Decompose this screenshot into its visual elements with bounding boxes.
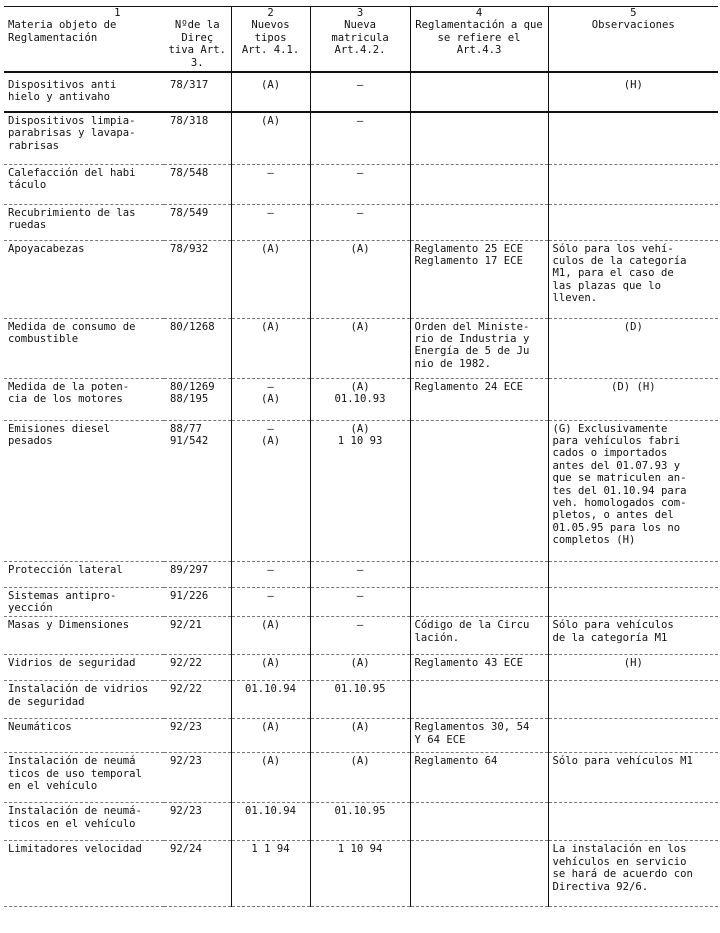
table-row (4, 681, 718, 719)
cell-reglamentacion: Reglamento 43 ECE (410, 655, 548, 681)
cell-observaciones: Sólo para los vehí- culos de la categoría M1, para el caso de las plazas que lo lleven. (548, 240, 718, 318)
cell-observaciones (548, 681, 718, 719)
cell-observaciones (548, 164, 718, 204)
cell-nuevos-tipos: – (A) (231, 420, 310, 561)
cell-reglamentacion (410, 204, 548, 240)
cell-observaciones (548, 803, 718, 841)
cell-observaciones (548, 587, 718, 617)
cell-nueva-matricula: (A) (310, 753, 410, 803)
cell-nuevos-tipos: (A) (231, 72, 310, 112)
cell-nueva-matricula: – (310, 587, 410, 617)
table-row (4, 655, 718, 681)
cell-directiva: 80/1269 88/195 (164, 378, 231, 420)
cell-materia: Limitadores velocidad (4, 841, 164, 907)
header-directiva: Nºde la Direç tiva Art. 3. (164, 19, 231, 72)
cell-materia: Recubrimiento de las ruedas (4, 204, 164, 240)
cell-nuevos-tipos: (A) (231, 617, 310, 655)
cell-nueva-matricula: – (310, 561, 410, 587)
cell-directiva: 80/1268 (164, 318, 231, 378)
cell-reglamentacion: Orden del Ministe- rio de Industria y Energía de 5 de Ju nio de 1982. (410, 318, 548, 378)
table-row (4, 318, 718, 378)
table-row (4, 204, 718, 240)
cell-reglamentacion (410, 112, 548, 164)
cell-reglamentacion: Reglamento 64 (410, 753, 548, 803)
cell-nueva-matricula: – (310, 112, 410, 164)
cell-nueva-matricula: 01.10.95 (310, 681, 410, 719)
cell-materia: Sistemas antipro- yección (4, 587, 164, 617)
cell-materia: Dispositivos anti hielo y antivaho (4, 72, 164, 112)
table-row (4, 587, 718, 617)
column-number-5: 5 (548, 7, 718, 20)
cell-materia: Neumáticos (4, 719, 164, 753)
cell-nueva-matricula: (A) (310, 655, 410, 681)
cell-directiva: 88/77 91/542 (164, 420, 231, 561)
cell-nuevos-tipos: 01.10.94 (231, 803, 310, 841)
cell-materia: Protección lateral (4, 561, 164, 587)
cell-directiva: 92/24 (164, 841, 231, 907)
cell-nuevos-tipos: 1 1 94 (231, 841, 310, 907)
cell-observaciones (548, 204, 718, 240)
table-row (4, 561, 718, 587)
cell-directiva: 78/932 (164, 240, 231, 318)
regulation-table-page (4, 6, 718, 907)
header-materia: Materia objeto de Reglamentación (4, 19, 164, 72)
column-number-3: 3 (310, 7, 410, 20)
cell-reglamentacion (410, 164, 548, 204)
cell-directiva: 91/226 (164, 587, 231, 617)
cell-reglamentacion (410, 803, 548, 841)
cell-directiva: 78/548 (164, 164, 231, 204)
cell-nuevos-tipos: – (A) (231, 378, 310, 420)
cell-nueva-matricula: – (310, 617, 410, 655)
cell-nueva-matricula: (A) 1 10 93 (310, 420, 410, 561)
cell-observaciones (548, 561, 718, 587)
cell-reglamentacion: Código de la Circu lación. (410, 617, 548, 655)
cell-materia: Dispositivos limpia- parabrisas y lavapa- rabrisas (4, 112, 164, 164)
cell-observaciones: Sólo para vehículos de la categoría M1 (548, 617, 718, 655)
cell-directiva: 78/317 (164, 72, 231, 112)
cell-nuevos-tipos: 01.10.94 (231, 681, 310, 719)
cell-nuevos-tipos: – (231, 164, 310, 204)
cell-observaciones: (H) (548, 655, 718, 681)
column-number-1: 1 (114, 7, 121, 19)
cell-directiva: 78/318 (164, 112, 231, 164)
cell-observaciones (548, 719, 718, 753)
cell-directiva: 78/549 (164, 204, 231, 240)
cell-materia: Masas y Dimensiones (4, 617, 164, 655)
cell-materia: Medida de consumo de combustible (4, 318, 164, 378)
cell-reglamentacion (410, 420, 548, 561)
cell-reglamentacion (410, 841, 548, 907)
table-row (4, 803, 718, 841)
header-reglamentacion: Reglamentación a que se refiere el Art.4.3 (410, 19, 548, 72)
header-observaciones: Observaciones (548, 19, 718, 72)
cell-reglamentacion (410, 561, 548, 587)
cell-nuevos-tipos: – (231, 561, 310, 587)
cell-nuevos-tipos: (A) (231, 318, 310, 378)
cell-materia: Calefacción del habi táculo (4, 164, 164, 204)
cell-materia: Instalación de neumá ticos de uso temporal en el vehículo (4, 753, 164, 803)
header-nueva-matricula: Nueva matricula Art.4.2. (310, 19, 410, 72)
cell-nuevos-tipos: – (231, 204, 310, 240)
cell-reglamentacion: Reglamento 25 ECE Reglamento 17 ECE (410, 240, 548, 318)
cell-observaciones: (G) Exclusivamente para vehículos fabri cados o importados antes del 01.07.93 y que se matriculen an- tes del 01.10.94 para veh. homologados com- pletos, o antes del 01.05.95 para los no completos (H) (548, 420, 718, 561)
cell-observaciones: (D) (H) (548, 378, 718, 420)
regulation-table (4, 6, 718, 907)
cell-materia: Emisiones diesel pesados (4, 420, 164, 561)
cell-directiva: 92/23 (164, 803, 231, 841)
table-row (4, 378, 718, 420)
cell-nuevos-tipos: (A) (231, 719, 310, 753)
cell-directiva: 92/22 (164, 655, 231, 681)
cell-nuevos-tipos: – (231, 587, 310, 617)
cell-materia: Instalación de neumá- ticos en el vehículo (4, 803, 164, 841)
table-row (4, 112, 718, 164)
table-row (4, 420, 718, 561)
cell-observaciones (548, 112, 718, 164)
cell-nueva-matricula: – (310, 72, 410, 112)
cell-nueva-matricula: (A) (310, 240, 410, 318)
cell-observaciones: (H) (548, 72, 718, 112)
cell-nueva-matricula: – (310, 164, 410, 204)
cell-nuevos-tipos: (A) (231, 112, 310, 164)
cell-directiva: 89/297 (164, 561, 231, 587)
table-row (4, 753, 718, 803)
cell-nuevos-tipos: (A) (231, 655, 310, 681)
column-number-2: 2 (231, 7, 310, 20)
cell-reglamentacion (410, 72, 548, 112)
column-number-4: 4 (410, 7, 548, 20)
table-row (4, 72, 718, 112)
cell-reglamentacion (410, 587, 548, 617)
cell-nueva-matricula: – (310, 204, 410, 240)
cell-materia: Medida de la poten- cia de los motores (4, 378, 164, 420)
cell-materia: Apoyacabezas (4, 240, 164, 318)
cell-observaciones: (D) (548, 318, 718, 378)
cell-nuevos-tipos: (A) (231, 240, 310, 318)
cell-materia: Vidrios de seguridad (4, 655, 164, 681)
cell-directiva: 92/21 (164, 617, 231, 655)
cell-reglamentacion: Reglamento 24 ECE (410, 378, 548, 420)
cell-observaciones: Sólo para vehículos M1 (548, 753, 718, 803)
cell-nuevos-tipos: (A) (231, 753, 310, 803)
cell-materia: Instalación de vidrios de seguridad (4, 681, 164, 719)
cell-nueva-matricula: (A) (310, 318, 410, 378)
cell-directiva: 92/22 (164, 681, 231, 719)
header-nuevos-tipos: Nuevos tipos Art. 4.1. (231, 19, 310, 72)
cell-directiva: 92/23 (164, 753, 231, 803)
cell-observaciones: La instalación en los vehículos en servicio se hará de acuerdo con Directiva 92/6. (548, 841, 718, 907)
table-row (4, 719, 718, 753)
cell-nueva-matricula: 1 10 94 (310, 841, 410, 907)
table-body (4, 72, 718, 907)
cell-directiva: 92/23 (164, 719, 231, 753)
cell-nueva-matricula: (A) 01.10.93 (310, 378, 410, 420)
cell-reglamentacion: Reglamentos 30, 54 Y 64 ECE (410, 719, 548, 753)
table-row (4, 617, 718, 655)
cell-reglamentacion (410, 681, 548, 719)
cell-nueva-matricula: (A) (310, 719, 410, 753)
table-row (4, 240, 718, 318)
table-row (4, 164, 718, 204)
table-row (4, 841, 718, 907)
cell-nueva-matricula: 01.10.95 (310, 803, 410, 841)
